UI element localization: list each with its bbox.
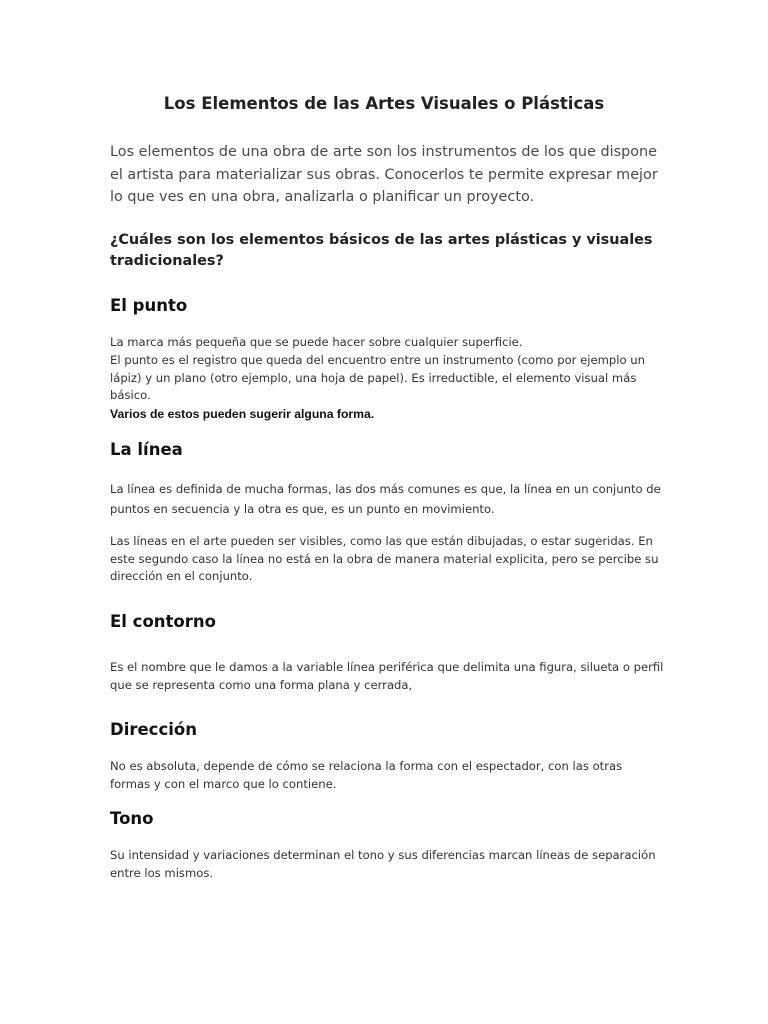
contorno-paragraph-1: Es el nombre que le damos a la variable línea periférica que delimita una figura, silueta o perfil que se representa como una forma plana y cerrada, [110, 660, 664, 692]
heading-el-contorno: El contorno [110, 612, 216, 631]
heading-el-punto: El punto [110, 296, 188, 315]
linea-paragraph-1: La línea es definida de mucha formas, las dos más comunes es que, la línea en un conjunto de puntos en secuencia y la otra es que, es un punto en movimiento. [110, 482, 661, 516]
tono-paragraph-1: Su intensidad y variaciones determinan el tono y sus diferencias marcan líneas de separación entre los mismos. [110, 848, 656, 880]
punto-paragraph-2: El punto es el registro que queda del encuentro entre un instrumento (como por ejemplo un lápiz) y un plano (otro ejemplo, una hoja de papel). Es irreductible, el elemento visual más básico. [110, 353, 645, 402]
punto-paragraph-3: Varios de estos pueden sugerir alguna forma. [110, 407, 375, 421]
direccion-paragraph-1: No es absoluta, depende de cómo se relaciona la forma con el espectador, con las otras formas y con el marco que lo contiene. [110, 759, 623, 791]
document-title: Los Elementos de las Artes Visuales o Plásticas [163, 94, 605, 113]
heading-tono: Tono [110, 809, 154, 828]
question-heading: ¿Cuáles son los elementos básicos de las artes plásticas y visuales tradicionales? [110, 232, 653, 269]
heading-la-linea: La línea [110, 440, 183, 459]
punto-paragraph-1: La marca más pequeña que se puede hacer sobre cualquier superficie. [110, 335, 523, 349]
intro-paragraph: Los elementos de una obra de arte son los instrumentos de los que dispone el artista para materializar sus obras. Conocerlos te permite expresar mejor lo que ves en una obra, analizarla o planificar un proyecto. [110, 144, 658, 205]
heading-direccion: Dirección [110, 720, 197, 739]
linea-paragraph-2: Las líneas en el arte pueden ser visibles, como las que están dibujadas, o estar sugeridas. En este segundo caso la línea no está en la obra de manera material explicita, pero se percibe su dirección en el conjunto. [110, 534, 659, 583]
